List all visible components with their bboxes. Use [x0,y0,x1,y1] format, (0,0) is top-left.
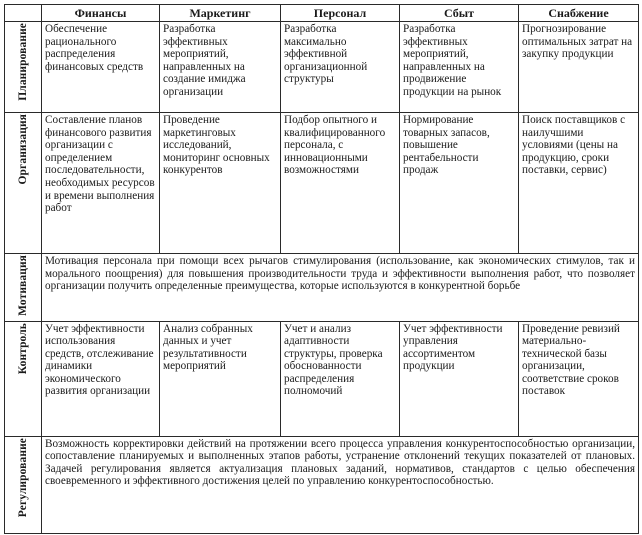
table-cell: Проведение ревизий материально-технической базы организации, соответствие сроков поставок [519,321,639,436]
table-cell: Нормирование товарных запасов, повышение рентабельности продаж [400,113,519,254]
table-row-planning [5,22,639,113]
table-cell: Учет и анализ адаптивности структуры, проверка обоснованности распределения полномочий [281,321,400,436]
table-row-control [5,321,639,436]
column-header-sales: Сбыт [400,5,519,22]
table-cell: Разработка максимально эффективной организационной структуры [281,22,400,113]
table-cell: Анализ собранных данных и учет результативности мероприятий [160,321,281,436]
row-header-control [5,321,42,436]
row-header-organization [5,113,42,254]
header-row [5,5,639,22]
table-cell: Составление планов финансового развития организации с определением последовательности, необходимых ресурсов и времени выполнения работ [42,113,160,254]
row-header-planning [5,22,42,113]
table-cell: Проведение маркетинговых исследований, мониторинг основных конкурентов [160,113,281,254]
management-functions-table [4,4,639,534]
corner-cell [5,5,42,22]
column-header-supply: Снабжение [519,5,639,22]
table-cell-wide: Мотивация персонала при помощи всех рычагов стимулирования (использование, как экономических стимулов, так и морального поощрения) для повышения производительности труда и эффективности выполнения работ, что позволяет организации получить определенные преимущества, которые используются в конкурентной борьбе [42,254,639,322]
column-header-marketing: Маркетинг [160,5,281,22]
table-cell: Поиск поставщиков с наилучшими условиями (цены на продукцию, сроки поставки, сервис) [519,113,639,254]
row-header-regulation [5,436,42,533]
table-cell: Учет эффективности использования средств, отслеживание динамики экономического развития организации [42,321,160,436]
table-row-regulation [5,436,639,533]
row-label: Организация [16,114,29,185]
row-label: Планирование [16,23,29,101]
column-header-personnel: Персонал [281,5,400,22]
table-cell: Прогнозирование оптимальных затрат на закупку продукции [519,22,639,113]
table-cell: Разработка эффективных мероприятий, направленных на продвижение продукции на рынок [400,22,519,113]
table-row-organization [5,113,639,254]
row-label: Контроль [16,322,29,374]
row-header-motivation [5,254,42,322]
row-label: Мотивация [16,255,29,316]
table-cell: Учет эффективности управления ассортиментом продукции [400,321,519,436]
table-cell-wide: Возможность корректировки действий на протяжении всего процесса управления конкурентоспособностью организации, сопоставление планируемых и выполненных этапов работы, устранение отклонений текущих показателей от плановых. Задачей регулирования является актуализация плановых заданий, нормативов, стандартов с целью обеспечения своевременного и эффективного достижения целей по управлению конкурентоспособностью. [42,436,639,533]
column-header-finance: Финансы [42,5,160,22]
table-cell: Подбор опытного и квалифицированного персонала, с инновационными возможностями [281,113,400,254]
row-label: Регулирование [16,437,29,517]
table-cell: Обеспечение рационального распределения финансовых средств [42,22,160,113]
table-row-motivation [5,254,639,322]
table-cell: Разработка эффективных мероприятий, направленных на создание имиджа организации [160,22,281,113]
